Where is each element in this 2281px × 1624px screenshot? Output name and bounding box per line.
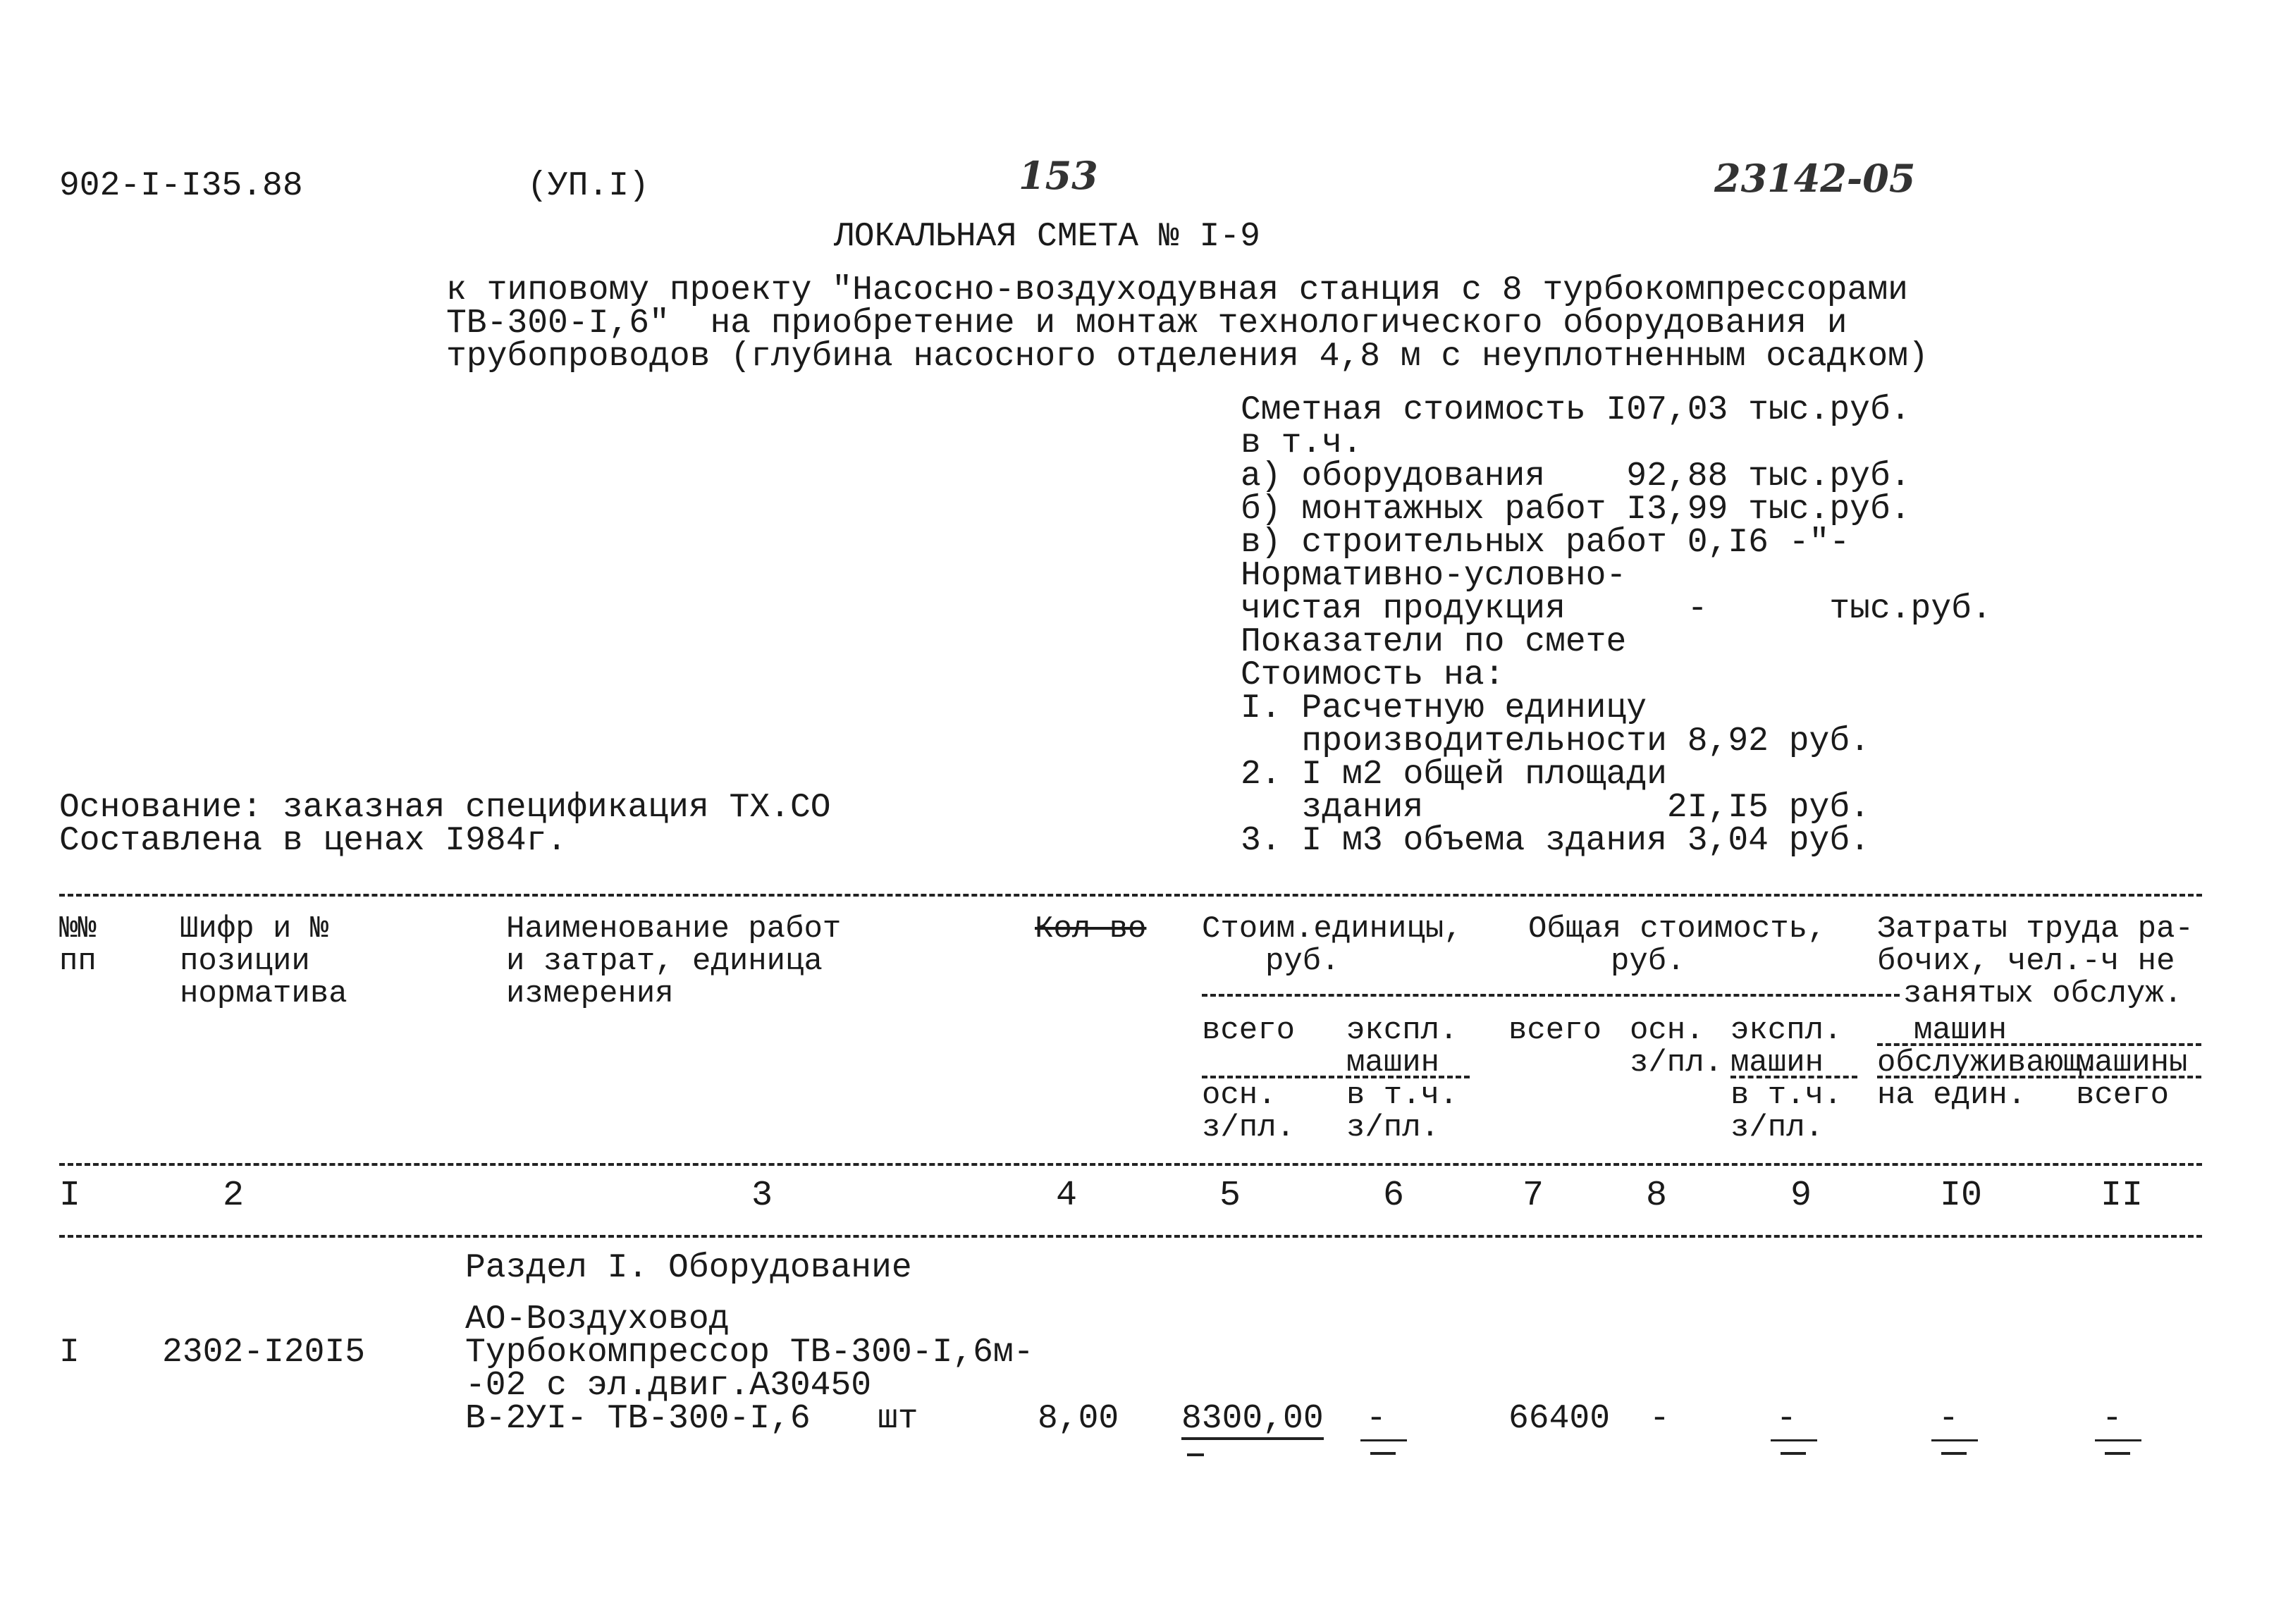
row-unit-wage-dash — [1187, 1453, 1204, 1456]
total-wage-subheader: з/пл. — [1630, 1045, 1723, 1081]
table-top-rule — [59, 894, 2202, 897]
total-total-subheader: всего — [1508, 1013, 1602, 1048]
row-unit-machines-rule — [1360, 1439, 1407, 1441]
subheader-rule — [1202, 994, 1900, 997]
unit-wage-subheader: з/пл. — [1202, 1110, 1296, 1145]
row-total-wage: - — [1649, 1400, 1670, 1438]
album-number: (УП.I) — [527, 167, 649, 205]
row-total-machines-rule — [1771, 1439, 1817, 1441]
unit-incl-wage-subheader: в т.ч. — [1346, 1078, 1458, 1113]
column-numbers-bottom-rule — [59, 1235, 2202, 1238]
summary-line: Сметная стоимость I07,03 тыс.руб. — [1241, 391, 1911, 429]
unit-incl-wage-subheader: з/пл. — [1346, 1110, 1440, 1145]
summary-line: здания 2I,I5 руб. — [1241, 789, 1870, 827]
summary-line: в) строительных работ 0,I6 -"- — [1241, 524, 1850, 562]
total-machines-subheader: машин — [1730, 1045, 1824, 1081]
column-number: 4 — [1056, 1176, 1078, 1216]
summary-line: 3. I м3 объема здания 3,04 руб. — [1241, 822, 1870, 860]
subtitle-line-3: трубопроводов (глубина насосного отделения 4,8 м с неуплотненным осадком) — [446, 338, 1929, 376]
row-name-line: В-2УI- ТВ-300-I,6 — [465, 1400, 811, 1438]
col-name-header: измерения — [506, 976, 674, 1011]
labor-group-header: занятых обслуж. — [1903, 976, 2183, 1011]
row-unit-incl-dash — [1370, 1452, 1396, 1455]
summary-line: Показатели по смете — [1241, 623, 1627, 661]
summary-line: Нормативно-условно- — [1241, 557, 1627, 595]
row-number: I — [59, 1334, 80, 1372]
subheader-divider — [1730, 1076, 1857, 1078]
summary-line: 2. I м2 общей площади — [1241, 756, 1667, 794]
unit-cost-group-header: Стоим.единицы, — [1202, 911, 1463, 947]
total-incl-wage-subheader: з/пл. — [1730, 1110, 1824, 1145]
total-cost-group-header: руб. — [1611, 944, 1685, 979]
document-title: ЛОКАЛЬНАЯ СМЕТА № I-9 — [834, 218, 1260, 256]
total-machines-subheader: экспл. — [1730, 1013, 1843, 1048]
column-number: I — [59, 1176, 81, 1216]
unit-wage-subheader: осн. — [1202, 1078, 1277, 1113]
total-incl-wage-subheader: в т.ч. — [1730, 1078, 1843, 1113]
labor-group-header: бочих, чел.-ч не — [1877, 944, 2175, 979]
column-numbers-top-rule — [59, 1163, 2202, 1166]
unit-total-subheader: всего — [1202, 1013, 1296, 1048]
row-total-machines: - — [1776, 1400, 1797, 1438]
summary-line: производительности 8,92 руб. — [1241, 722, 1870, 761]
unit-machines-subheader: экспл. — [1346, 1013, 1458, 1048]
row-unit-cost — [1181, 1402, 1324, 1440]
row-labor-unit-dash — [1941, 1452, 1967, 1455]
col-name-header: и затрат, единица — [506, 944, 823, 979]
column-number: 8 — [1646, 1176, 1668, 1216]
row-code: 2302-I20I5 — [162, 1334, 366, 1372]
summary-line: чистая продукция - тыс.руб. — [1241, 590, 1992, 628]
document-code: 902-I-I35.88 — [59, 167, 303, 205]
labor-total-subheader: всего — [2076, 1078, 2170, 1113]
summary-line: I. Расчетную единицу — [1241, 689, 1647, 727]
column-number: 3 — [751, 1176, 773, 1216]
column-number: 5 — [1219, 1176, 1241, 1216]
section-title: Раздел I. Оборудование — [465, 1249, 912, 1287]
unit-machines-subheader: машин — [1346, 1045, 1440, 1081]
labor-per-unit-subheader: на един. — [1877, 1078, 2027, 1113]
handwritten-inventory-number: 23142-05 — [1714, 156, 1916, 201]
row-unit: шт — [878, 1400, 918, 1438]
column-number: 2 — [223, 1176, 245, 1216]
subtitle-line-1: к типовому проекту "Насосно-воздуходувная станция с 8 турбокомпрессорами — [446, 271, 1908, 309]
labor-serving-subheader: обслуживающ. — [1877, 1045, 2101, 1081]
total-cost-group-header: Общая стоимость, — [1528, 911, 1826, 947]
summary-line: а) оборудования 92,88 тыс.руб. — [1241, 457, 1911, 496]
col-number-header: №№ — [59, 911, 97, 947]
row-labor-total: - — [2102, 1400, 2122, 1438]
subheader-divider — [1202, 1076, 1470, 1078]
handwritten-page-number: 153 — [1019, 153, 1098, 198]
labor-group-header: Затраты труда ра- — [1877, 911, 2194, 947]
summary-line: в т.ч. — [1241, 424, 1363, 462]
column-number: 9 — [1790, 1176, 1812, 1216]
row-name-line: -02 с эл.двиг.А30450 — [465, 1367, 872, 1405]
subheader-divider — [1877, 1076, 2201, 1078]
price-base-line: Составлена в ценах I984г. — [59, 822, 567, 860]
col-qty-header: Кол-во — [1035, 911, 1147, 947]
labor-machines-subheader: машин — [1914, 1013, 2008, 1048]
section-subtitle: АО-Воздуховод — [465, 1300, 730, 1339]
col-number-header: пп — [59, 944, 97, 979]
subheader-divider — [1877, 1043, 2201, 1046]
basis-line: Основание: заказная спецификация ТХ.СО — [59, 789, 831, 827]
col-code-header: Шифр и № — [180, 911, 329, 947]
column-number: 7 — [1523, 1176, 1544, 1216]
subtitle-line-2: ТВ-300-I,6" на приобретение и монтаж технологического оборудования и — [446, 304, 1847, 343]
column-number: II — [2101, 1176, 2144, 1216]
column-number: 6 — [1383, 1176, 1405, 1216]
summary-line: б) монтажных работ I3,99 тыс.руб. — [1241, 491, 1911, 529]
row-labor-total-dash — [2105, 1452, 2130, 1455]
row-unit-machines: - — [1366, 1400, 1387, 1438]
row-total-cost: 66400 — [1508, 1400, 1611, 1438]
row-labor-total-rule — [2095, 1439, 2141, 1441]
row-labor-unit: - — [1938, 1400, 1959, 1438]
row-quantity: 8,00 — [1038, 1400, 1119, 1438]
total-wage-subheader: осн. — [1630, 1013, 1704, 1048]
row-name-line: Турбокомпрессор ТВ-300-I,6м- — [465, 1334, 1034, 1372]
summary-line: Стоимость на: — [1241, 656, 1505, 694]
row-total-incl-dash — [1781, 1452, 1806, 1455]
col-code-header: норматива — [180, 976, 348, 1011]
labor-machines2-subheader: машины — [2076, 1045, 2188, 1081]
unit-cost-group-header: руб. — [1265, 944, 1340, 979]
col-code-header: позиции — [180, 944, 310, 979]
col-name-header: Наименование работ — [506, 911, 842, 947]
row-unit-cost-value: 8300,00 — [1181, 1402, 1324, 1440]
column-number: I0 — [1940, 1176, 1983, 1216]
row-labor-unit-rule — [1931, 1439, 1978, 1441]
